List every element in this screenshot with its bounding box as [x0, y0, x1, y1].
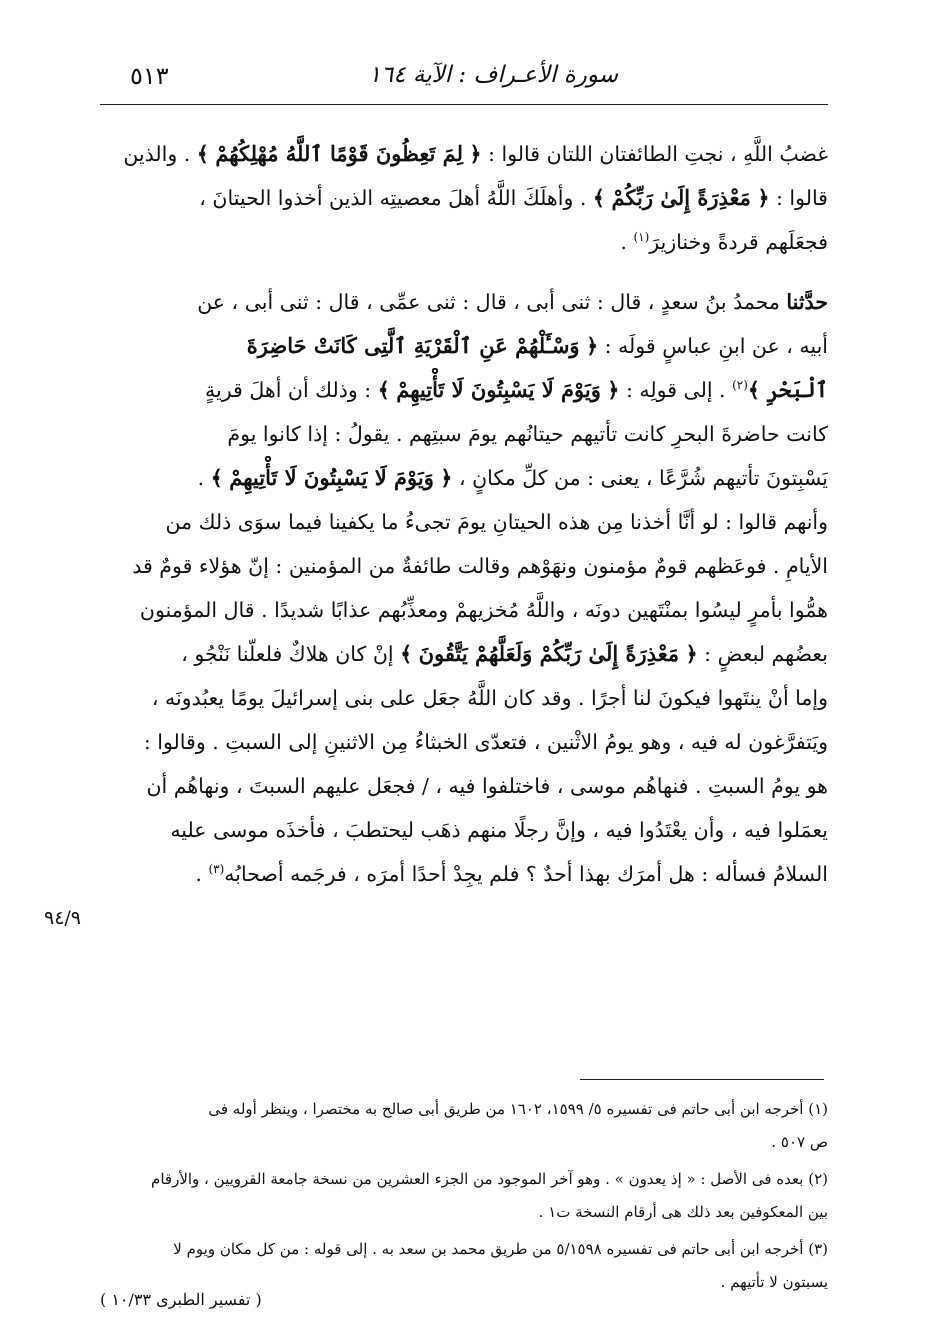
text-line: وأنهم قالوا : لو أنَّا أخذنا مِن هذه الحيتانِ يومَ تجىءُ ما يكفينا فيما سوَى ذلك من — [165, 510, 828, 534]
main-text — [110, 132, 828, 896]
quran-bracket-close: ﴾ — [196, 142, 209, 166]
page-number: ٥١٣ — [130, 62, 169, 90]
quran-verse: وَسْـَٔلْهُمْ عَنِ ٱلْقَرْيَةِ ٱلَّتِى كَانَتْ حَاضِرَةَ — [246, 333, 580, 358]
text-span: . — [620, 230, 634, 254]
footnote-line: (٣) أخرجه ابن أبى حاتم فى تفسيره ٥/١٥٩٨ من طريق محمد بن سعد به . إلى قوله : من كل مكان ويوم لا — [173, 1240, 828, 1258]
footnote-line: (١) أخرجه ابن أبى حاتم فى تفسيره ٥/ ١٥٩٩، ١٦٠٢ من طريق أبى صالح به مختصرا ، وينظر أوله فى — [208, 1100, 828, 1118]
quran-bracket-close: ﴾ — [210, 466, 223, 490]
text-line — [110, 220, 828, 264]
text-line — [110, 632, 828, 676]
quran-verse: لِمَ تَعِظُونَ قَوْمًا ٱللَّهُ مُهْلِكُهُمْ — [215, 141, 464, 166]
text-span: . — [197, 466, 211, 490]
quran-bracket-open: ﴿ — [757, 186, 770, 210]
text-line: وإما أنْ ينتَهوا فيكونَ لنا أجرًا . وقد كان اللَّهُ جعَل على بنى إسرائيلَ يومًا يعبُدونَه ، — [151, 686, 828, 710]
quran-verse: وَيَوْمَ لَا يَسْبِتُونَ لَا تَأْتِيهِمْ — [229, 465, 434, 490]
header-rule — [100, 104, 828, 105]
text-line — [110, 132, 828, 176]
volume-reference: ( تفسير الطبرى ١٠/٣٣ ) — [100, 1290, 262, 1309]
text-span: يَسْبِتونَ تأتيهم شُرَّعًا ، يعنى : من كلِّ مكانٍ ، — [452, 466, 828, 490]
footnote-marker: (٢) — [732, 378, 748, 393]
text-line: يعمَلوا فيه ، وأن يعْتَدُوا فيه ، وإنَّ رجلًا منهم ذهَب ليحتطبَ ، فأخذَه موسى عليه — [170, 818, 828, 842]
running-title: سورة الأعـراف : الآية ١٦٤ — [368, 62, 618, 88]
footnote-marker: (٣) — [208, 862, 225, 877]
text-line — [110, 456, 828, 500]
text-span: محمدُ بنُ سعدٍ ، قال : ثنى أبى ، قال : ثنى عمِّى ، قال : ثنى أبى ، عن — [197, 290, 787, 314]
text-line — [110, 280, 828, 324]
text-span: . والذين — [123, 142, 197, 166]
quran-bracket-open: ﴿ — [440, 466, 453, 490]
quran-bracket-close: ﴾ — [747, 378, 760, 402]
text-span: . وأهلَكَ اللَّهُ أهلَ معصيتِه الذين أخذوا الحيتانَ ، — [199, 186, 593, 210]
quran-bracket-open: ﴿ — [685, 642, 698, 666]
text-line — [110, 176, 828, 220]
quran-bracket-open: ﴿ — [586, 334, 599, 358]
text-line: ويَتفرَّغون له فيه ، وهو يومُ الاثْنين ، فتعدّى الخبثاءُ مِن الاثنينِ إلى السبتِ . وقالوا : — [143, 730, 828, 754]
quran-verse: وَيَوْمَ لَا يَسْبِتُونَ لَا تَأْتِيهِمْ — [396, 377, 601, 402]
text-line: كانت حاضرةَ البحرِ كانت تأتيهم حيتانُهم يومَ سبتِهم . يقولُ : إذا كانوا يومَ — [227, 422, 828, 446]
text-line — [110, 368, 828, 412]
text-span: : وذلك أن أهلَ قريةٍ — [205, 378, 378, 402]
margin-reference: ٩٤/٩ — [44, 907, 82, 929]
text-line — [110, 324, 828, 368]
text-span: السلامُ فسأله : هل أمرَك بهذا أحدٌ ؟ فلم يجِدْ أحدًا أمرَه ، فرجَمه أصحابُه — [224, 862, 828, 886]
quran-bracket-close: ﴾ — [592, 186, 605, 210]
footnote-marker: (١) — [633, 230, 650, 245]
text-span: إنْ كان هلاكٌ فلعلّنا نَنْجُو ، — [181, 642, 401, 666]
quran-bracket-open: ﴿ — [607, 378, 620, 402]
text-span: . إلى قولِه : — [619, 378, 733, 402]
quran-verse: ٱلْبَحْرِ — [766, 377, 828, 402]
text-line: هو يومُ السبتِ . فنهاهُم موسى ، فاختلفوا فيه ، / فجعَل عليهم السبتَ ، ونهاهُم أن — [146, 774, 828, 798]
footnote-line: ص ٥٠٧ . — [771, 1133, 828, 1151]
text-line: همُّوا بأمرٍ ليسُوا بمنْتَهين دونَه ، واللَّهُ مُخزيهمْ ومعذِّبُهم عذابًا شديدًا . قال المؤمنون — [139, 598, 828, 622]
quran-bracket-close: ﴾ — [377, 378, 390, 402]
quran-verse: مَعْذِرَةً إِلَىٰ رَبِّكُمْ — [611, 185, 751, 210]
text-line: الأيامِ . فوعَظهم قومٌ مؤمنون ونهَوْهم وقالت طائفةٌ من المؤمنين : إنّ هؤلاء قومٌ قد — [132, 554, 828, 578]
quran-verse: مَعْذِرَةً إِلَىٰ رَبِّكُمْ وَلَعَلَّهُمْ يَتَّقُونَ — [418, 641, 680, 666]
page-header — [100, 56, 828, 106]
footnotes — [110, 1093, 828, 1299]
quran-bracket-close: ﴾ — [400, 642, 413, 666]
footnote-line: يسبتون لا تأتيهم . — [720, 1273, 828, 1291]
footnote-line: (٢) بعده فى الأصل : « إذ يعدون » . وهو آخر الموجود من الجزء العشرين من نسخة جامعة القرويين ، والأرقام — [151, 1170, 828, 1188]
text-span: بعضُهم لبعضٍ : — [697, 642, 828, 666]
footnote-line: بين المعكوفين بعد ذلك هى أرقام النسخة ت١ . — [538, 1203, 828, 1221]
text-span: . — [195, 862, 209, 886]
text-span: فجعَلَهم قردةً وخنازيرَ — [649, 230, 828, 254]
isnad-lead: حدَّثنا — [786, 290, 828, 314]
quran-bracket-open: ﴿ — [469, 142, 482, 166]
text-span: قالوا : — [769, 186, 828, 210]
text-span: غضبُ اللَّهِ ، نجتِ الطائفتان اللتان قالوا : — [481, 142, 828, 166]
text-line — [110, 852, 828, 896]
footnote-separator — [580, 1079, 824, 1080]
text-span: أبيه ، عن ابنِ عباسٍ قولَه : — [598, 334, 828, 358]
